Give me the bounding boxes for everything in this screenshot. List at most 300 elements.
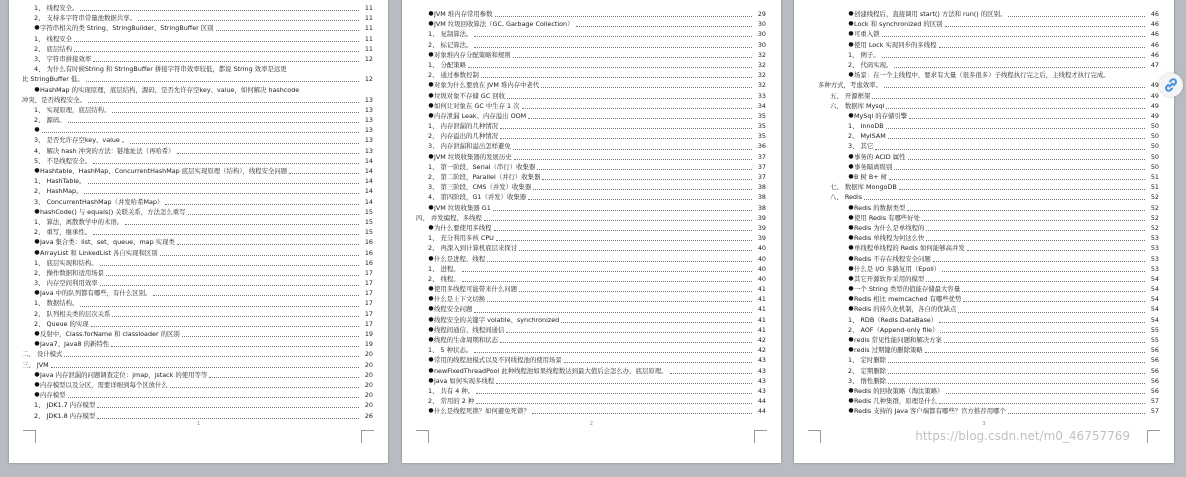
bullet-icon: ● (428, 325, 434, 333)
toc-entry-title: Redis 支持的 Java 客户端都有哪些？官方推荐用哪个 (854, 407, 1006, 416)
dot-leader (474, 351, 752, 353)
dot-leader (926, 239, 1145, 241)
toc-entry[interactable] (402, 366, 781, 376)
toc-list-page-3 (794, 9, 1174, 417)
toc-entry-page: 44 (757, 407, 766, 416)
toc-entry[interactable] (402, 233, 781, 243)
dot-leader (93, 162, 359, 164)
toc-entry[interactable] (9, 288, 388, 298)
dot-leader (962, 290, 1145, 292)
toc-entry-page: 14 (364, 167, 373, 175)
toc-entry-title: Redis 不存在线程安全问题 (854, 254, 931, 263)
dot-leader (93, 233, 359, 235)
toc-entry-title: 其它开源软件采用的模型 (854, 274, 925, 283)
dot-leader (561, 321, 752, 323)
toc-entry-page: 11 (364, 34, 373, 43)
toc-entry-page: 11 (364, 44, 373, 53)
dot-leader (100, 264, 359, 266)
toc-entry[interactable] (9, 125, 388, 135)
dot-leader (216, 29, 359, 31)
toc-entry-page: 46 (1150, 10, 1159, 18)
toc-entry[interactable] (402, 386, 781, 396)
bullet-icon: ● (428, 111, 434, 119)
toc-list-page-1 (9, 3, 388, 421)
dot-leader (130, 142, 359, 144)
bullet-icon: ● (428, 81, 434, 89)
toc-entry-title: 内存模型以及分区，需要详细到每个区放什么 (40, 380, 168, 389)
toc-entry[interactable] (9, 227, 388, 237)
toc-entry[interactable] (9, 309, 388, 319)
toc-entry[interactable] (794, 304, 1174, 314)
toc-entry[interactable] (9, 207, 388, 217)
toc-entry-page: 43 (757, 376, 766, 385)
toc-entry[interactable] (402, 335, 781, 345)
toc-entry-page: 41 (757, 285, 766, 294)
dot-leader (926, 280, 1145, 282)
toc-entry-title: 1、 线程安全 (34, 34, 73, 43)
toc-entry-page: 43 (757, 356, 766, 365)
toc-entry-title: Redis 的回收策略（淘汰策略） (854, 386, 944, 395)
toc-entry[interactable] (402, 9, 781, 19)
toc-entry[interactable] (402, 406, 781, 416)
toc-entry-title: 2、 线程。 (428, 274, 460, 283)
toc-entry-title: 2、 内存溢出的几种情况 (428, 132, 499, 141)
toc-entry-title: 什么是上下文切换 (434, 295, 486, 304)
toc-entry[interactable] (9, 115, 388, 125)
toc-entry[interactable] (9, 74, 388, 84)
toc-entry[interactable] (402, 80, 781, 90)
toc-entry-title: 1、 复制算法。 (428, 30, 473, 39)
toc-entry[interactable] (794, 243, 1174, 253)
toc-entry[interactable] (794, 172, 1174, 182)
toc-entry[interactable] (794, 345, 1174, 355)
toc-entry-page: 40 (757, 254, 766, 263)
dot-leader (864, 198, 1145, 200)
toc-entry-title: redis 常见性能问题和解决方案 (854, 336, 942, 344)
toc-entry-page: 13 (364, 116, 373, 125)
dot-leader (519, 290, 752, 292)
toc-entry-title: 使用 Redis 有哪些好处 (854, 213, 921, 222)
toc-entry-title: 3、 内存泄漏和溢出怎样避免 (428, 142, 511, 151)
toc-entry[interactable] (9, 390, 388, 400)
toc-entry[interactable] (9, 237, 388, 247)
toc-entry-title: 四、 并发编程、多线程 (416, 213, 482, 222)
bullet-icon: ● (34, 238, 40, 246)
toc-entry[interactable] (794, 162, 1174, 172)
toc-entry[interactable] (9, 248, 388, 258)
toc-entry[interactable] (794, 355, 1174, 365)
toc-entry[interactable] (402, 304, 781, 314)
toc-entry-page: 32 (757, 60, 766, 69)
toc-entry[interactable] (402, 172, 781, 182)
toc-entry-title: 2、 定期删除 (848, 366, 887, 375)
toc-entry-title: 2、 AOF（Append-only file） (848, 325, 939, 334)
toc-entry-page: 14 (364, 156, 373, 165)
toc-entry[interactable] (402, 182, 781, 192)
bullet-icon: ● (428, 305, 434, 313)
toc-entry-title: 2、 支持多字符串常量池数据共享。 (34, 14, 136, 23)
toc-entry-title: Redis 相比 memcached 有哪些优势 (854, 295, 962, 304)
toc-entry[interactable] (402, 40, 781, 50)
toc-entry-title: 1、 例子。 (848, 50, 880, 59)
toc-entry[interactable] (794, 264, 1174, 274)
dot-leader (889, 178, 1145, 180)
toc-entry-title: 5、 不是线程安全。 (34, 156, 92, 165)
toc-entry-page: 52 (1150, 193, 1159, 202)
toc-entry-title: 事务的 ACID 属性 (854, 152, 906, 161)
dot-leader (908, 158, 1145, 160)
toc-entry-page: 35 (757, 132, 766, 141)
toc-entry-title: 2、 代码实现。 (848, 60, 893, 69)
toc-entry-title: 2、 重写，继承性。 (34, 228, 92, 237)
toc-entry[interactable] (402, 29, 781, 39)
toc-entry[interactable] (9, 85, 388, 95)
toc-entry[interactable] (402, 325, 781, 335)
dot-leader (160, 254, 359, 256)
toc-entry[interactable] (9, 380, 388, 390)
toc-entry[interactable] (402, 243, 781, 253)
crop-mark (808, 430, 821, 443)
toc-entry[interactable] (402, 50, 781, 60)
dot-leader (500, 137, 752, 139)
toc-entry[interactable] (402, 294, 781, 304)
bullet-icon: ● (428, 407, 434, 415)
dot-leader (188, 213, 359, 215)
toc-entry-title: 1、 定时删除 (848, 356, 887, 365)
toc-entry[interactable] (794, 29, 1174, 39)
dot-leader (484, 219, 752, 221)
toc-entry[interactable] (794, 315, 1174, 325)
toc-entry[interactable] (794, 19, 1174, 29)
toc-entry-title: JVM 垃圾收集器 G1 (434, 203, 491, 212)
toc-entry-page: 11 (364, 24, 373, 33)
toc-entry-page: 26 (364, 411, 373, 420)
toc-entry[interactable] (402, 121, 781, 131)
dot-leader (888, 137, 1145, 139)
toc-entry[interactable] (402, 254, 781, 264)
bullet-icon: ● (848, 111, 854, 119)
toc-entry[interactable] (402, 355, 781, 365)
toc-entry[interactable] (9, 44, 388, 54)
toc-entry[interactable] (9, 166, 388, 176)
dot-leader (963, 300, 1145, 302)
toc-entry[interactable] (9, 370, 388, 380)
toc-entry[interactable] (402, 91, 781, 101)
toc-entry[interactable] (794, 111, 1174, 121)
toc-entry[interactable] (402, 396, 781, 406)
bullet-icon: ● (428, 223, 434, 231)
toc-entry[interactable] (794, 192, 1174, 202)
toc-entry[interactable] (794, 182, 1174, 192)
dot-leader (886, 107, 1145, 109)
toc-entry[interactable] (794, 213, 1174, 223)
toc-entry-title: 3、 内存空间利用效率 (34, 279, 98, 288)
bullet-icon: ● (848, 244, 854, 252)
toc-entry-title: Hashtable、HashMap、ConcurrentHashMap 底层实现原理（结构），线程安全问题 (40, 167, 288, 175)
toc-entry[interactable] (402, 345, 781, 355)
dot-leader (474, 311, 752, 313)
toc-entry[interactable] (9, 186, 388, 196)
dot-leader (513, 56, 752, 58)
bullet-icon: ● (428, 20, 434, 28)
toc-entry-title: B 树 B+ 树 (854, 173, 887, 181)
dot-leader (289, 172, 359, 174)
toc-entry-page: 13 (364, 105, 373, 114)
bullet-icon: ● (34, 289, 40, 297)
dot-leader (170, 386, 359, 388)
toc-entry[interactable] (402, 274, 781, 284)
toc-entry[interactable] (794, 366, 1174, 376)
dot-leader (138, 19, 359, 21)
toc-entry-page: 35 (757, 111, 766, 120)
toc-entry[interactable] (402, 376, 781, 386)
dot-leader (926, 229, 1145, 231)
toc-entry[interactable] (9, 64, 388, 74)
toc-entry[interactable] (9, 156, 388, 166)
toc-entry[interactable] (794, 152, 1174, 162)
toc-entry-page: 53 (1150, 234, 1159, 243)
toc-entry[interactable] (9, 197, 388, 207)
toc-entry-page: 46 (1150, 20, 1159, 29)
toc-entry[interactable] (794, 40, 1174, 50)
toc-entry-page: 38 (757, 203, 766, 212)
toc-entry[interactable] (9, 95, 388, 105)
toc-entry[interactable] (9, 105, 388, 115)
dot-leader (177, 152, 359, 154)
toc-entry[interactable] (794, 223, 1174, 233)
dot-leader (519, 249, 752, 251)
toc-entry[interactable] (794, 50, 1174, 60)
toc-entry[interactable] (9, 298, 388, 308)
toc-entry-title: redis 过期键的删除策略 (854, 346, 923, 355)
bullet-icon: ● (428, 152, 434, 160)
toc-entry[interactable] (9, 54, 388, 64)
toc-entry[interactable] (402, 60, 781, 70)
toc-entry[interactable] (402, 101, 781, 111)
toc-entry[interactable] (402, 192, 781, 202)
toc-entry[interactable] (794, 254, 1174, 264)
toc-entry[interactable] (794, 376, 1174, 386)
toc-entry[interactable] (402, 141, 781, 151)
toc-entry-title: 2、 队列相关类的层次关系 (34, 309, 111, 318)
toc-entry[interactable] (402, 70, 781, 80)
toc-entry-title: newFixedThreadPool 此种线程池如果线程数达到最大值后会怎么办，底层原理。 (434, 366, 668, 375)
toc-entry-page: 42 (757, 346, 766, 355)
toc-entry[interactable] (794, 131, 1174, 141)
toc-entry-page: 56 (1150, 346, 1159, 355)
dot-leader (74, 50, 359, 52)
bullet-icon: ● (34, 248, 40, 256)
dot-leader (872, 97, 1145, 99)
toc-entry[interactable] (9, 339, 388, 349)
toc-entry[interactable] (9, 13, 388, 23)
toc-entry-title: 1、 数据结构。 (34, 299, 79, 308)
bullet-icon: ● (848, 407, 854, 415)
toc-entry-page: 41 (757, 325, 766, 334)
dot-leader (494, 229, 752, 231)
toc-entry-page: 19 (364, 340, 373, 349)
dot-leader (500, 341, 752, 343)
bullet-icon: ● (848, 305, 854, 313)
toc-entry-title: 字符串相关的类 String、StringBuilder、StringBuffer 区别 (40, 24, 214, 33)
toc-entry[interactable] (794, 294, 1174, 304)
toc-entry[interactable] (402, 213, 781, 223)
toc-entry-page: 50 (1150, 142, 1159, 151)
toc-entry-title: 2、 常用的 2 种 (428, 397, 475, 406)
dot-leader (481, 76, 752, 78)
toc-entry-title: 3、 ConcurrentHashMap（并发哈希Map） (34, 197, 164, 206)
toc-entry[interactable] (794, 101, 1174, 111)
dot-leader (940, 331, 1145, 333)
toc-entry-page: 53 (1150, 264, 1159, 273)
watermark-text: https://blog.csdn.net/m0_46757769 (915, 429, 1130, 443)
toc-entry-title: 对象堆内存分配策略和规则 (434, 50, 511, 59)
dot-leader (939, 46, 1145, 48)
toc-entry[interactable] (9, 268, 388, 278)
toc-entry[interactable] (9, 319, 388, 329)
toc-entry[interactable] (9, 329, 388, 339)
toc-entry[interactable] (9, 135, 388, 145)
toc-entry[interactable] (794, 141, 1174, 151)
toc-entry-page: 38 (757, 193, 766, 202)
toc-entry[interactable] (794, 284, 1174, 294)
toc-entry-page: 15 (364, 217, 373, 226)
toc-entry[interactable] (9, 258, 388, 268)
toc-entry-page: 17 (364, 319, 373, 328)
toc-entry[interactable] (402, 223, 781, 233)
toc-entry[interactable] (9, 176, 388, 186)
toc-entry-title: HashMap 的实现原理，底层结构，源码，是否允许存空key、value，如何解决 hashcode (40, 85, 300, 94)
crop-mark (416, 430, 429, 443)
dot-leader (80, 9, 359, 11)
bullet-icon: ● (848, 40, 854, 48)
dot-leader (462, 280, 752, 282)
bullet-icon: ● (34, 330, 40, 337)
toc-entry[interactable] (794, 203, 1174, 213)
bullet-icon: ● (848, 346, 854, 354)
toc-entry[interactable] (794, 406, 1174, 416)
toc-entry[interactable] (794, 335, 1174, 345)
toc-entry-page: 56 (1150, 366, 1159, 375)
toc-entry[interactable] (794, 233, 1174, 243)
dot-leader (487, 300, 752, 302)
toc-entry[interactable] (9, 400, 388, 410)
dot-leader (91, 325, 359, 327)
toc-entry[interactable] (794, 91, 1174, 101)
toc-entry[interactable] (9, 34, 388, 44)
toc-entry[interactable] (794, 9, 1174, 19)
dot-leader (564, 361, 752, 363)
toc-entry[interactable] (9, 360, 388, 370)
toc-entry-page: 51 (1150, 183, 1159, 192)
toc-entry-title: 1、 实现原理，底层结构。 (34, 105, 111, 114)
toc-entry-page: 56 (1150, 386, 1159, 395)
toc-entry-page: 41 (757, 305, 766, 314)
toc-entry[interactable] (794, 325, 1174, 335)
dot-leader (476, 392, 752, 394)
toc-entry-title: 线程安全的关键字 volatile、synchronized (434, 315, 560, 324)
document-page-3 (794, 0, 1174, 463)
toc-entry-page: 12 (364, 75, 373, 84)
toc-entry-page: 56 (1150, 376, 1159, 385)
toc-entry-page: 54 (1150, 305, 1159, 314)
toc-entry[interactable] (794, 386, 1174, 396)
dot-leader (888, 382, 1145, 384)
toc-entry-page: 41 (757, 315, 766, 324)
dot-leader (944, 341, 1145, 343)
dot-leader (74, 40, 359, 42)
dot-leader (165, 203, 359, 205)
toc-entry[interactable] (9, 349, 388, 359)
toc-entry-title: 单线程单线程的 Redis 如何能够高并发 (854, 244, 965, 253)
toc-entry[interactable] (402, 111, 781, 121)
link-icon[interactable] (1159, 73, 1183, 97)
toc-entry-page: 15 (364, 207, 373, 216)
toc-entry-title: 1、 底层实现和结构。 (34, 258, 98, 267)
toc-entry[interactable] (9, 23, 388, 33)
toc-entry-page: 11 (364, 4, 373, 12)
toc-entry-title: Java 内存泄漏的问题调查定位：jmap，jstack 的使用等等 (40, 370, 208, 379)
toc-entry-page: 53 (1150, 244, 1159, 253)
bullet-icon: ● (848, 264, 854, 272)
toc-entry-title: 垃圾对象不存储 GC 回收 (434, 91, 505, 100)
toc-entry-page: 57 (1150, 397, 1159, 406)
toc-entry[interactable] (794, 60, 1174, 70)
dot-leader (153, 294, 359, 296)
toc-entry[interactable] (794, 396, 1174, 406)
bullet-icon: ● (848, 274, 854, 282)
toc-entry-page: 30 (757, 20, 766, 29)
toc-entry[interactable] (9, 3, 388, 13)
toc-entry[interactable] (794, 121, 1174, 131)
toc-entry[interactable] (402, 152, 781, 162)
toc-entry[interactable] (402, 162, 781, 172)
toc-entry-title: 线程安全问题 (434, 305, 473, 314)
toc-entry-title: 2、 HashMap。 (34, 187, 83, 196)
bullet-icon: ● (848, 254, 854, 262)
toc-entry[interactable] (794, 70, 1174, 80)
bullet-icon: ● (34, 167, 40, 174)
toc-entry[interactable] (402, 19, 781, 29)
dot-leader (886, 127, 1145, 129)
toc-entry[interactable] (402, 284, 781, 294)
toc-entry-page: 40 (757, 274, 766, 283)
toc-entry[interactable] (402, 203, 781, 213)
toc-entry[interactable] (794, 80, 1174, 90)
bullet-icon: ● (34, 340, 40, 348)
toc-entry-page: 15 (364, 228, 373, 237)
dot-leader (112, 315, 359, 317)
toc-entry[interactable] (794, 274, 1174, 284)
toc-entry[interactable] (402, 264, 781, 274)
dot-leader (894, 168, 1145, 170)
dot-leader (670, 372, 752, 374)
toc-entry-page: 39 (757, 223, 766, 232)
toc-entry-title: 线程的生命周期和状态 (434, 336, 498, 344)
toc-entry[interactable] (9, 146, 388, 156)
toc-entry-page: 13 (364, 95, 373, 104)
dot-leader (93, 60, 359, 62)
toc-entry[interactable] (9, 278, 388, 288)
toc-entry[interactable] (402, 131, 781, 141)
dot-leader (487, 260, 752, 262)
toc-entry[interactable] (9, 411, 388, 421)
dot-leader (100, 284, 359, 286)
toc-entry-page: 46 (1150, 30, 1159, 39)
toc-entry[interactable] (402, 315, 781, 325)
toc-entry-title: 3、 第三阶段，CMS（并发）收集器 (428, 183, 532, 192)
toc-entry[interactable] (9, 217, 388, 227)
